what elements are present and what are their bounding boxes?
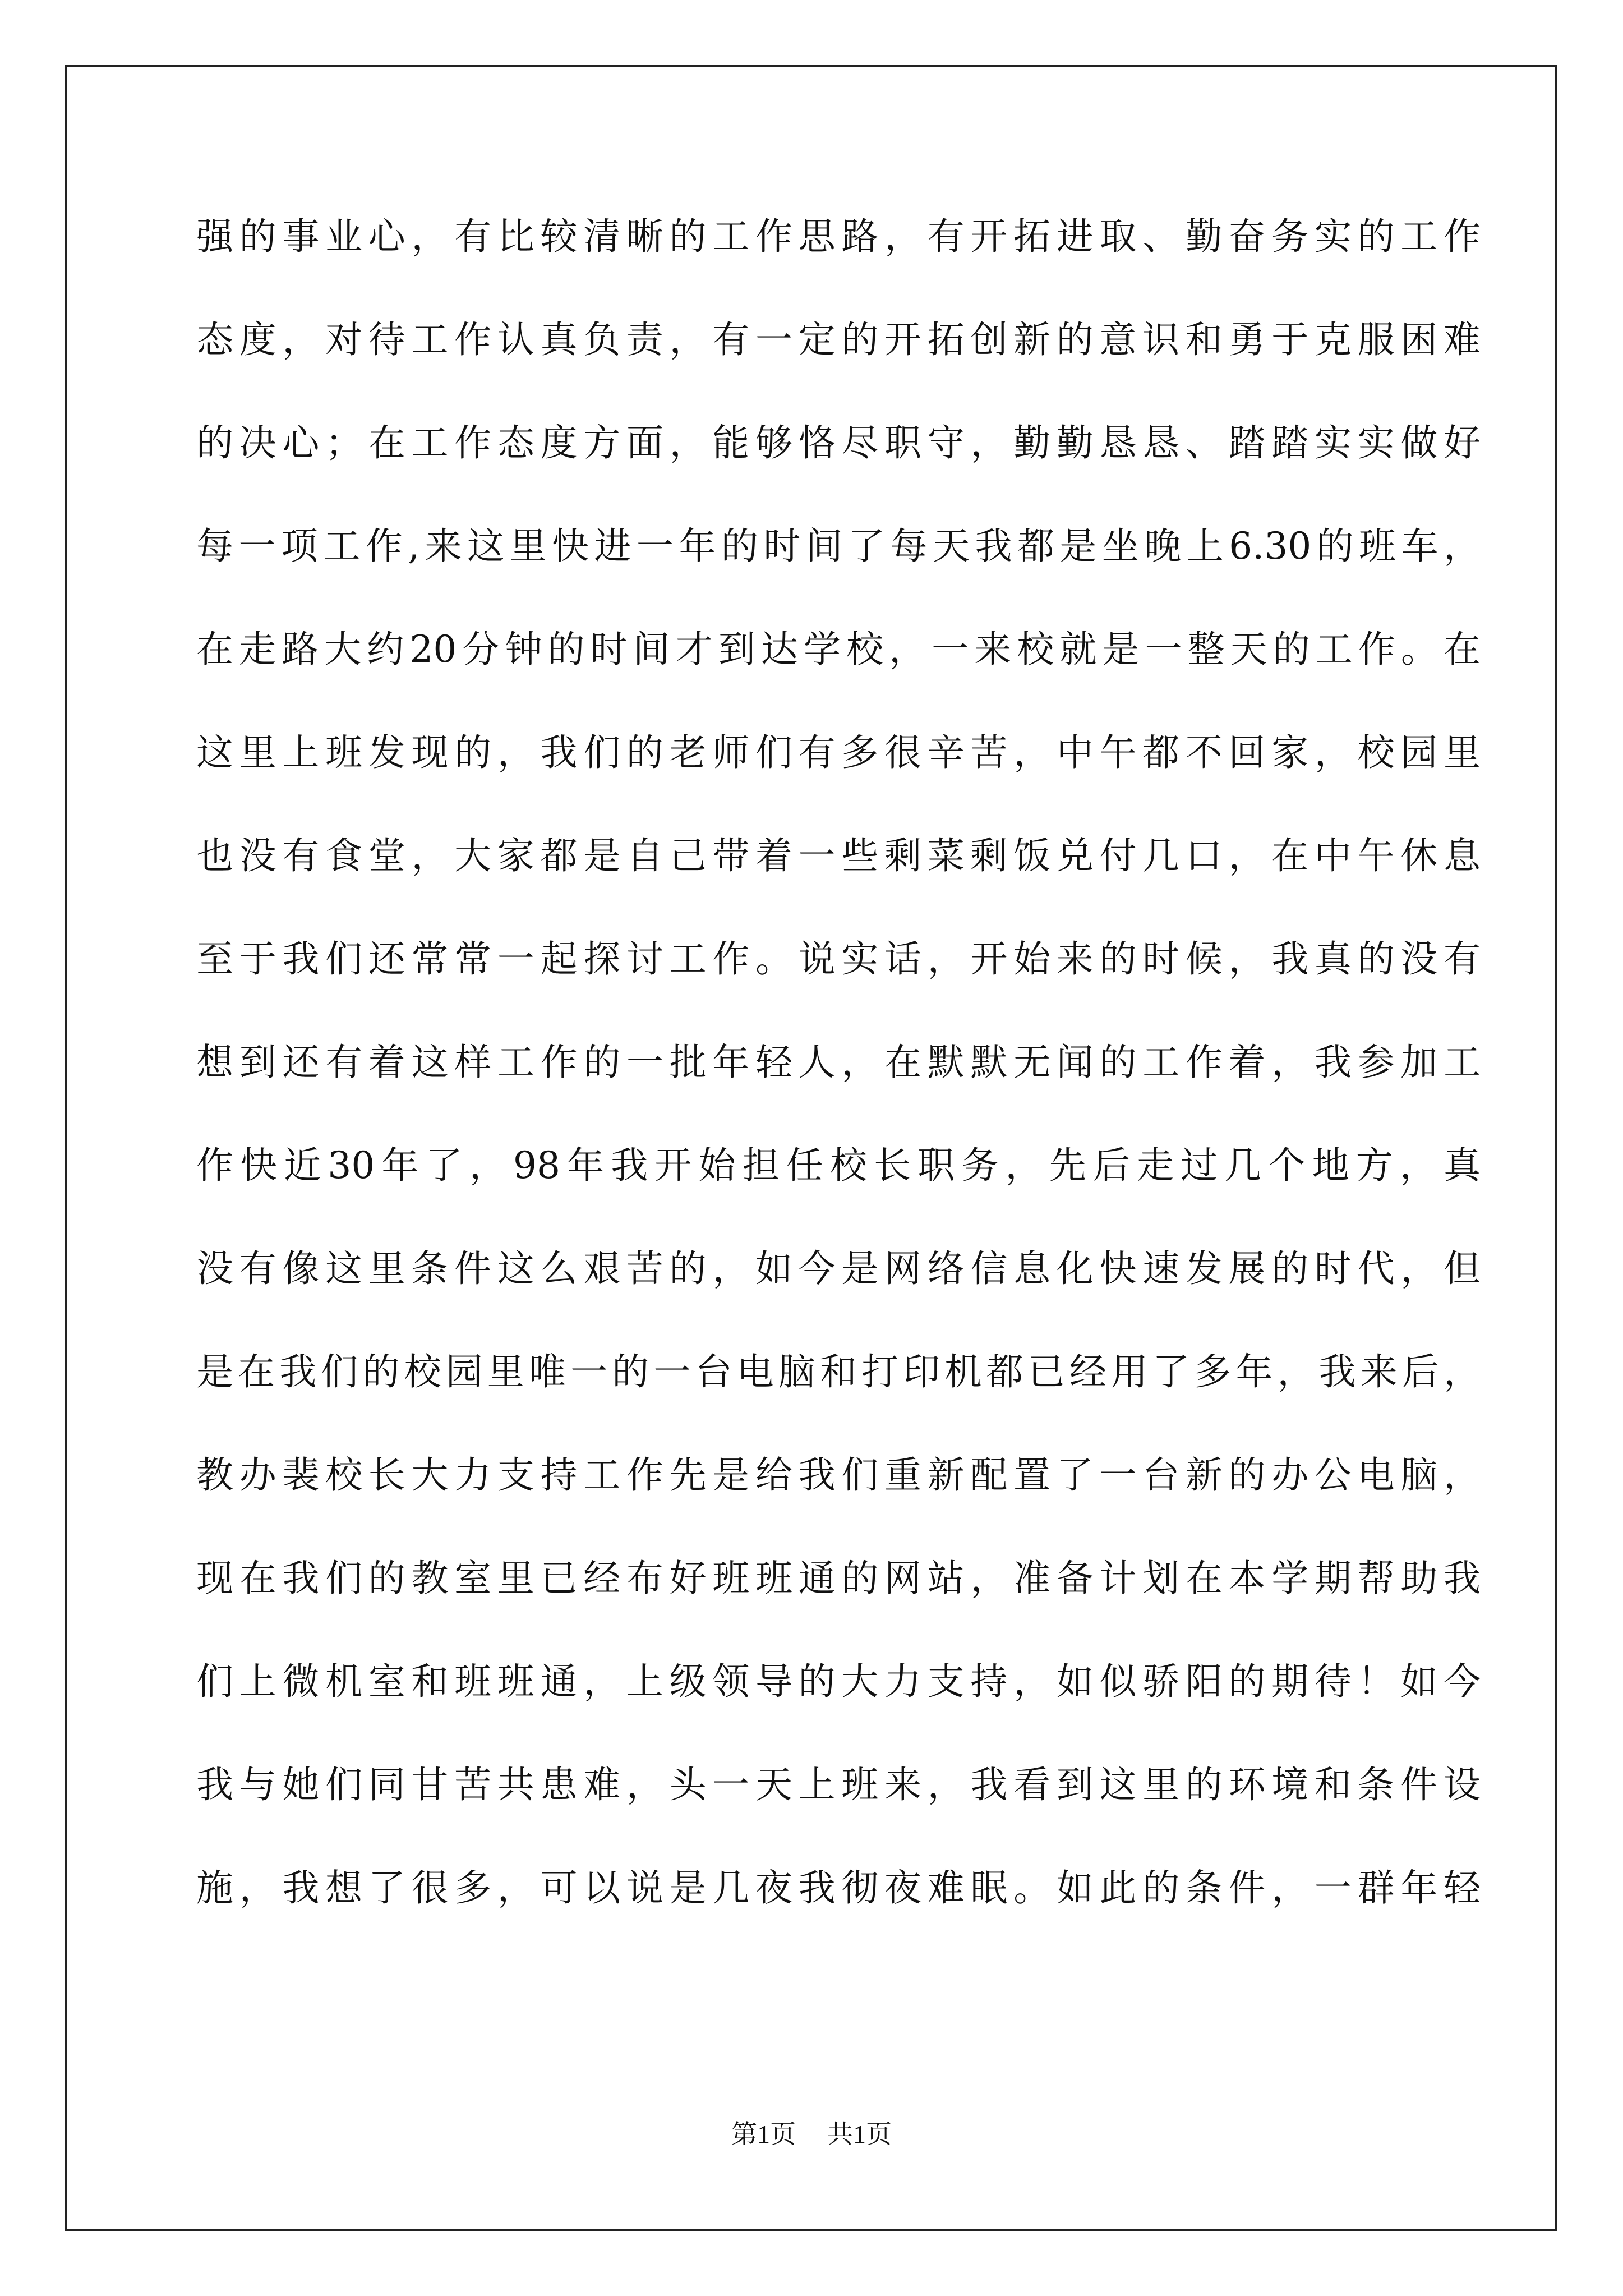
document-body xyxy=(196,185,1481,1940)
text-line-7: 也没有食堂，大家都是自己带着一些剩菜剩饭兑付几口，在中午休息 xyxy=(196,834,1481,877)
text-line-6: 这里上班发现的，我们的老师们有多很辛苦，中午都不回家，校园里 xyxy=(196,731,1481,774)
text-line-16: 我与她们同甘苦共患难，头一天上班来，我看到这里的环境和条件设 xyxy=(196,1763,1481,1806)
text-line-11: 没有像这里条件这么艰苦的，如今是网络信息化快速发展的时代，但 xyxy=(196,1247,1481,1290)
text-line-2: 态度，对待工作认真负责，有一定的开拓创新的意识和勇于克服困难 xyxy=(196,318,1481,361)
text-line-12: 是在我们的校园里唯一的一台电脑和打印机都已经用了多年，我来后， xyxy=(196,1350,1481,1393)
page-footer xyxy=(0,2118,1623,2151)
page-number-label: 第1页 xyxy=(731,2120,796,2148)
text-line-9: 想到还有着这样工作的一批年轻人，在默默无闻的工作着，我参加工 xyxy=(196,1041,1481,1084)
total-pages-label: 共1页 xyxy=(827,2120,892,2148)
text-line-17: 施，我想了很多，可以说是几夜我彻夜难眠。如此的条件，一群年轻 xyxy=(196,1866,1481,1910)
text-line-10: 作快近30年了，98年我开始担任校长职务，先后走过几个地方，真 xyxy=(196,1144,1481,1187)
text-line-1: 强的事业心，有比较清晰的工作思路，有开拓进取、勤奋务实的工作 xyxy=(196,215,1481,258)
text-line-3: 的决心；在工作态度方面，能够恪尽职守，勤勤恳恳、踏踏实实做好 xyxy=(196,421,1481,464)
text-line-5: 在走路大约20分钟的时间才到达学校，一来校就是一整天的工作。在 xyxy=(196,628,1481,671)
text-line-14: 现在我们的教室里已经布好班班通的网站，准备计划在本学期帮助我 xyxy=(196,1557,1481,1600)
text-line-4: 每一项工作,来这里快进一年的时间了每天我都是坐晚上6.30的班车， xyxy=(196,524,1481,568)
text-line-8: 至于我们还常常一起探讨工作。说实话，开始来的时候，我真的没有 xyxy=(196,937,1481,981)
text-line-13: 教办裴校长大力支持工作先是给我们重新配置了一台新的办公电脑， xyxy=(196,1453,1481,1497)
text-line-15: 们上微机室和班班通，上级领导的大力支持，如似骄阳的期待！如今 xyxy=(196,1660,1481,1703)
